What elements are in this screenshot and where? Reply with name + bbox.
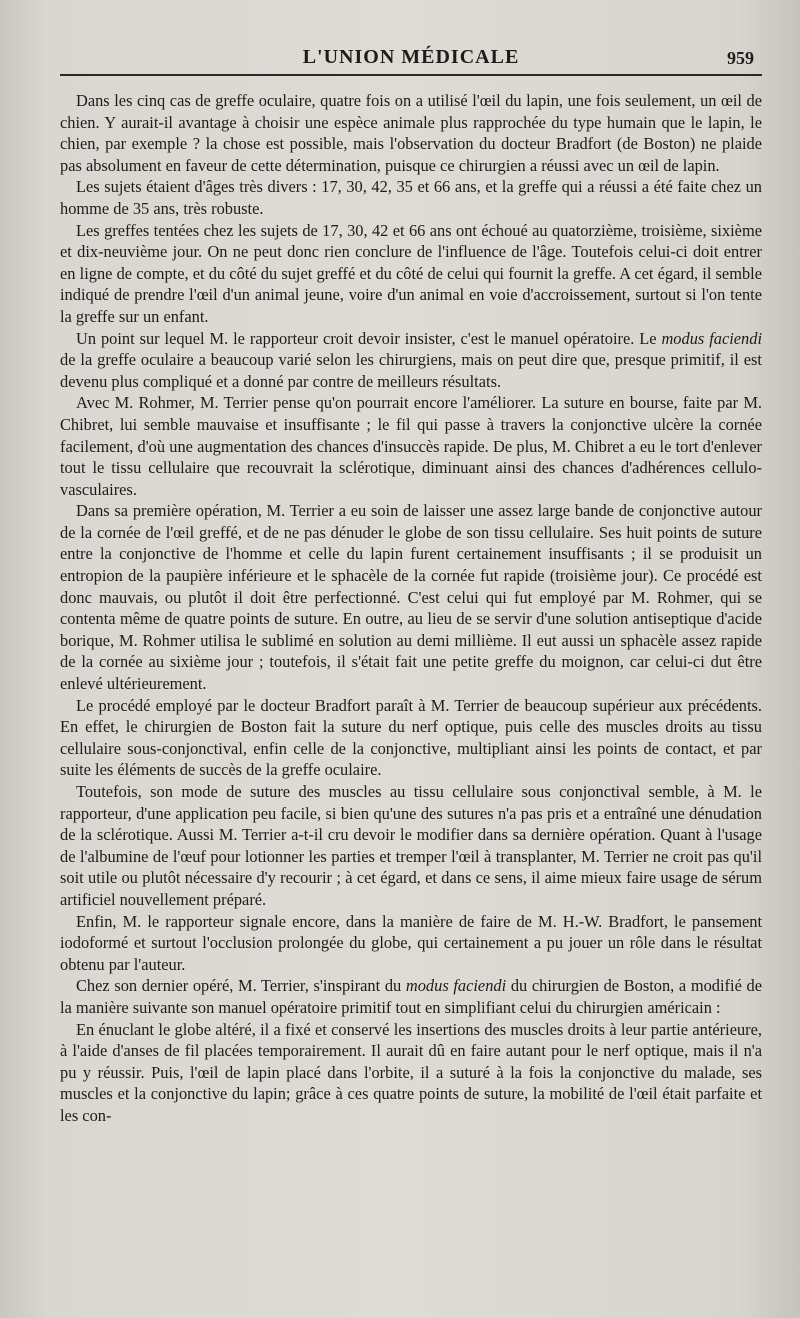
paragraph-10 (60, 975, 762, 1018)
paragraph-5: Avec M. Rohmer, M. Terrier pense qu'on pourrait encore l'améliorer. La suture en bourse, faite par M. Chibret, lui semble mauvaise et insuffisante ; le fil qui passe à travers la conjonctive ulcère la cornée facilement, d'où une augmentation des chances d'insuccès rapide. De plus, M. Chibret a eu le tort d'enlever tout le tissu cellulaire que recouvrait la sclérotique, diminuant ainsi des chances d'adhérences cellulo-vasculaires. (60, 393, 762, 499)
paragraph-4-part-b: de la greffe oculaire a beaucoup varié selon les chirurgiens, mais on peut dire que, presque primitif, il est devenu plus compliqué et a donné par contre de meilleurs résultats. (60, 350, 762, 391)
paragraph-1: Dans les cinq cas de greffe oculaire, quatre fois on a utilisé l'œil du lapin, une fois seulement, un œil de chien. Y aurait-il avantage à choisir une espèce animale plus rapprochée du type humain que le lapin, le chien, par exemple ? la chose est possible, mais l'observation du docteur Bradfort (de Boston) ne plaide pas absolument en faveur de cette détermination, puisque ce chirurgien a réussi avec un œil de lapin. (60, 91, 762, 175)
paragraph-2: Les sujets étaient d'âges très divers : 17, 30, 42, 35 et 66 ans, et la greffe qui a réussi a été faite chez un homme de 35 ans, très robuste. (60, 177, 762, 218)
paragraph-10-italic: modus faciendi (405, 976, 507, 996)
paragraph-4-part-a: Un point sur lequel M. le rapporteur croit devoir insister, c'est le manuel opératoire. Le (76, 328, 662, 348)
paragraph-4-italic: modus faciendi (661, 328, 762, 348)
paragraph-8: Toutefois, son mode de suture des muscles au tissu cellulaire sous conjonctival semble, à M. le rapporteur, d'une application peu facile, si bien qu'une des sutures n'a pas pris et a entraîné une dénudation de la sclérotique. Aussi M. Terrier a-t-il cru devoir le modifier dans sa dernière opération. Quant à l'usage de l'albumine de l'œuf pour lotionner les parties et tremper l'œil à transplanter, M. Terrier ne croit pas qu'il soit utile ou plutôt nécessaire d'y recourir ; à cet égard, et dans ce sens, il aime mieux faire usage de sérum artificiel nouvellement préparé. (60, 782, 762, 909)
paragraph-10-part-a: Chez son dernier opéré, M. Terrier, s'inspirant du (76, 976, 406, 996)
paragraph-4 (60, 328, 762, 393)
paragraph-7: Le procédé employé par le docteur Bradfort paraît à M. Terrier de beaucoup supérieur aux précédents. En effet, le chirurgien de Boston fait la suture du nerf optique, puis celle des muscles droits au tissu cellulaire sous-conjonctival, enfin celle de la conjonctive, multipliant ainsi les points de contact, et par suite les éléments de succès de la greffe oculaire. (60, 695, 762, 780)
journal-title: L'UNION MÉDICALE (302, 46, 520, 68)
paragraph-10-part-b: du chirurgien de Boston, a modifié de la manière suivante son manuel opératoire primitif tout en simplifiant celui du chirurgien américain : (60, 976, 762, 1017)
paragraph-6: Dans sa première opération, M. Terrier a eu soin de laisser une assez large bande de conjonctive autour de la cornée de l'œil greffé, et de ne pas dénuder le globe de son tissu cellulaire. Ses huit points de suture entre la conjonctive de l'homme et celle du lapin furent certainement insuffisants ; il se produisit un entropion de la paupière inférieure et le sphacèle de la cornée fut rapide (troisième jour). Ce procédé est donc mauvais, ou plutôt il doit être perfectionné. C'est celui qui fut employé par M. Rohmer, qui se contenta même de quatre points de suture. En outre, au lieu de se servir d'une solution antiseptique d'acide borique, M. Rohmer utilisa le sublimé en solution au demi millième. Il eut aussi un sphacèle assez rapide de la cornée au sixième jour ; toutefois, il s'était fait une petite greffe du moignon, car celui-ci dut être enlevé ultérieurement. (60, 501, 762, 694)
running-header (60, 44, 762, 76)
page-number: 959 (727, 48, 754, 68)
article-body (60, 90, 762, 1127)
paragraph-9: Enfin, M. le rapporteur signale encore, dans la manière de faire de M. H.-W. Bradfort, le pansement iodoformé et surtout l'occlusion prolongée du globe, qui certainement a pu jouer un rôle dans le résultat obtenu par l'auteur. (60, 911, 762, 974)
paragraph-11: En énuclant le globe altéré, il a fixé et conservé les insertions des muscles droits à leur partie antérieure, à l'aide d'anses de fil placées temporairement. Il aurait dû en faire autant pour le nerf optique, mais il n'a pu y réussir. Puis, l'œil de lapin placé dans l'orbite, il a suturé à la fois la conjonctive du malade, ses muscles et la conjonctive du lapin; grâce à ces quatre points de suture, la mobilité de l'œil était parfaite et les con- (60, 1019, 762, 1125)
paragraph-3: Les greffes tentées chez les sujets de 17, 30, 42 et 66 ans ont échoué au quatorzième, troisième, sixième et dix-neuvième jour. On ne peut donc rien conclure de l'influence de l'âge. Toutefois celui-ci doit entrer en ligne de compte, et du côté du sujet greffé et du côté de celui qui fournit la greffe. A cet égard, il semble indiqué de prendre l'œil d'un animal jeune, voire d'un animal en voie d'accroissement, surtout si l'on tente la greffe sur un enfant. (60, 220, 762, 326)
